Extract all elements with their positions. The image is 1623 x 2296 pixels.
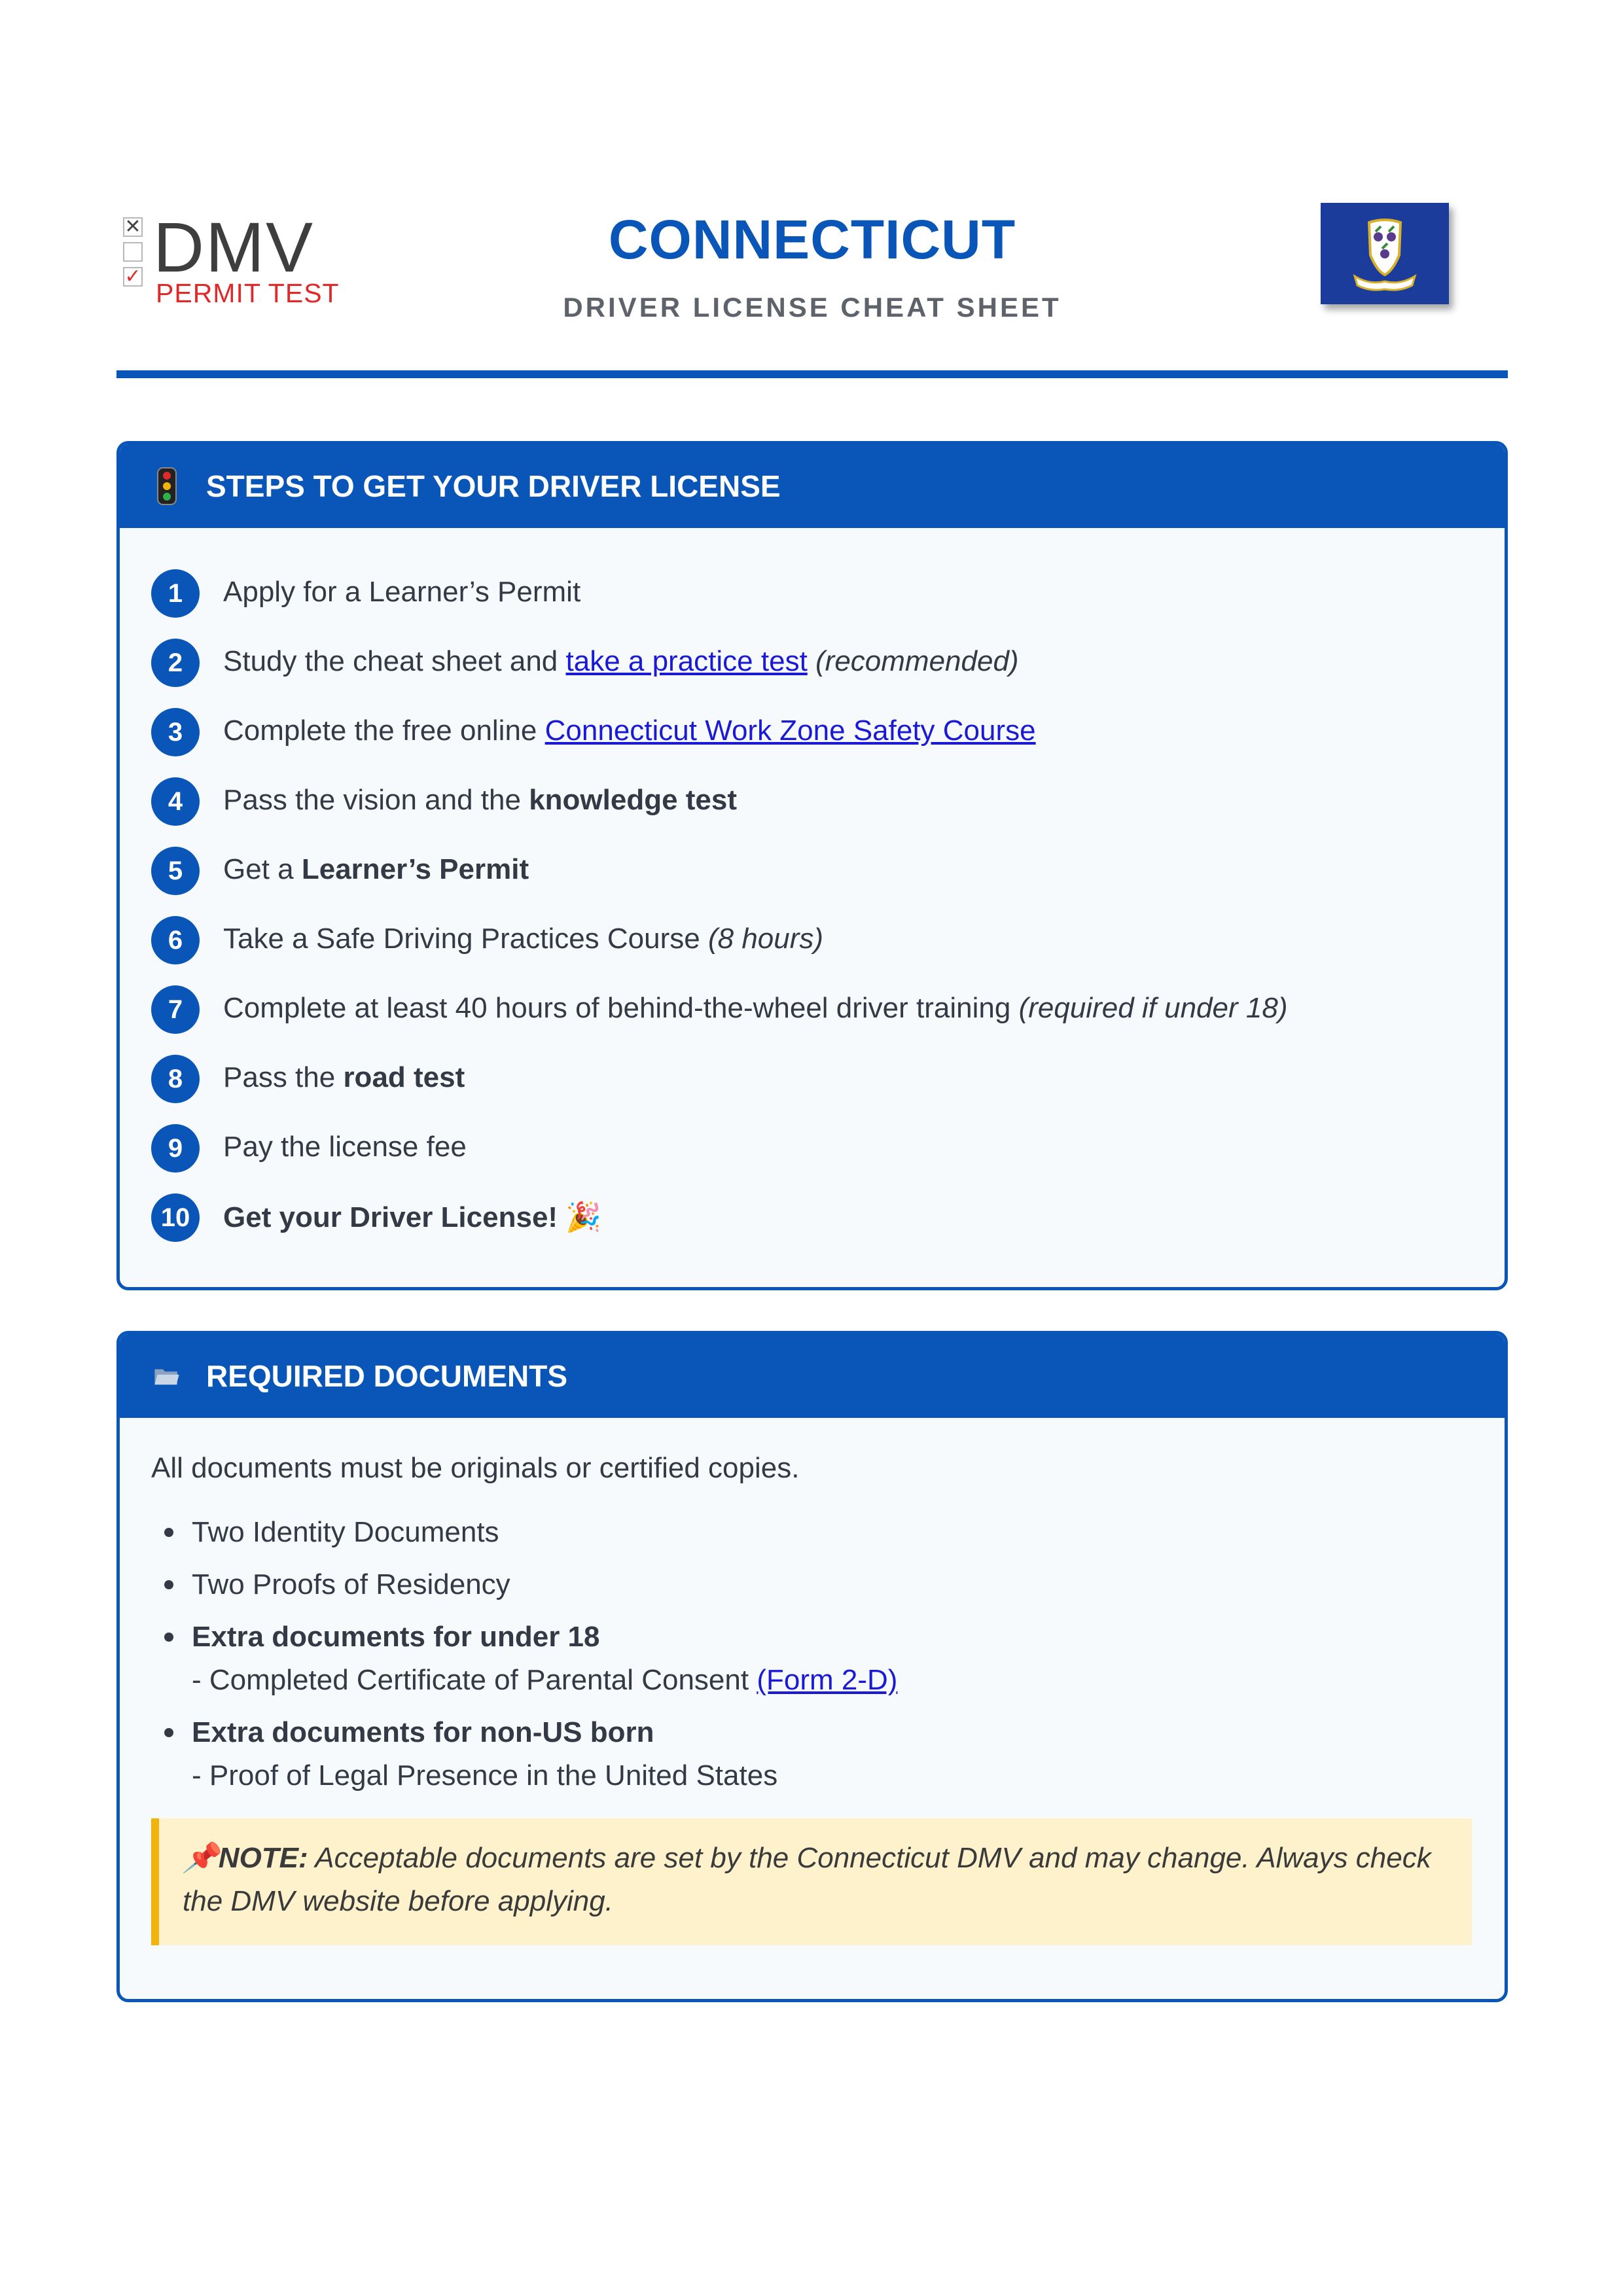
step-text xyxy=(223,1200,601,1234)
document-label: Extra documents for under 18 xyxy=(192,1621,600,1653)
document-item xyxy=(151,1511,897,1554)
step-note: (recommended) xyxy=(807,645,1019,677)
step-text xyxy=(223,645,1019,678)
step-number: 4 xyxy=(151,777,200,826)
document-label: Extra documents for non-US born xyxy=(192,1716,654,1748)
steps-card-title: STEPS TO GET YOUR DRIVER LICENSE xyxy=(206,469,781,503)
documents-card-title: REQUIRED DOCUMENTS xyxy=(206,1359,568,1393)
step-label: Pass the xyxy=(223,1061,344,1093)
document-label: Two Proofs of Residency xyxy=(192,1568,510,1600)
step-number: 10 xyxy=(151,1193,200,1242)
pushpin-icon: 📌 xyxy=(183,1842,219,1874)
documents-card-header xyxy=(120,1334,1505,1418)
steps-card-header xyxy=(120,444,1505,528)
work-zone-course-link[interactable]: Connecticut Work Zone Safety Course xyxy=(544,715,1036,747)
step-label: Get a xyxy=(223,853,302,885)
step-text xyxy=(223,1061,465,1094)
step-emphasis: knowledge test xyxy=(529,784,738,816)
document-subitem-text: - Proof of Legal Presence in the United States xyxy=(192,1759,778,1792)
step-text xyxy=(223,923,823,955)
step-number: 9 xyxy=(151,1124,200,1173)
step-label: Apply for a Learner’s Permit xyxy=(223,576,581,608)
document-subitem xyxy=(192,1754,897,1797)
step-text xyxy=(223,1131,467,1163)
bullet-icon xyxy=(164,1528,173,1537)
connecticut-flag-icon xyxy=(1321,203,1449,304)
document-item xyxy=(151,1616,897,1702)
note-label: NOTE: xyxy=(218,1842,308,1874)
practice-test-link[interactable]: take a practice test xyxy=(565,645,808,677)
step-text xyxy=(223,784,737,817)
document-item xyxy=(151,1563,897,1606)
step-number: 2 xyxy=(151,639,200,687)
document-subitem-text: - Completed Certificate of Parental Consent xyxy=(192,1664,757,1696)
step-label: Study the cheat sheet and xyxy=(223,645,566,677)
step-number: 7 xyxy=(151,985,200,1034)
step-number: 5 xyxy=(151,847,200,895)
form-2d-link[interactable]: (Form 2-D) xyxy=(757,1664,898,1696)
steps-card xyxy=(116,441,1508,1290)
step-number: 1 xyxy=(151,569,200,618)
page-subtitle: DRIVER LICENSE CHEAT SHEET xyxy=(563,292,1061,323)
document-label: Two Identity Documents xyxy=(192,1516,499,1548)
step-label: Take a Safe Driving Practices Course xyxy=(223,923,708,955)
step-note: (required if under 18) xyxy=(1018,992,1288,1024)
logo-tagline: PERMIT TEST xyxy=(156,278,340,308)
logo-x-box: ✕ xyxy=(123,217,143,237)
logo-check-box: ✓ xyxy=(123,267,143,287)
documents-intro: All documents must be originals or certified copies. xyxy=(151,1452,800,1484)
step-label: Pay the license fee xyxy=(223,1131,467,1163)
note-text: Acceptable documents are set by the Connecticut DMV and may change. Always check the DMV website before applying. xyxy=(183,1842,1431,1917)
step-emphasis: Learner’s Permit xyxy=(301,853,529,885)
bullet-icon xyxy=(164,1728,173,1737)
step-emphasis: Get your Driver License! xyxy=(223,1201,558,1233)
step-text xyxy=(223,576,580,609)
flag-shield-graphic xyxy=(1321,203,1449,304)
documents-card xyxy=(116,1331,1508,2002)
step-number: 8 xyxy=(151,1055,200,1103)
step-text xyxy=(223,715,1036,747)
step-number: 3 xyxy=(151,708,200,756)
step-label: Pass the vision and the xyxy=(223,784,529,816)
documents-note xyxy=(151,1818,1472,1945)
step-number: 6 xyxy=(151,916,200,964)
step-label: Complete at least 40 hours of behind-the-wheel driver training xyxy=(223,992,1019,1024)
bullet-icon xyxy=(164,1580,173,1589)
step-note: (8 hours) xyxy=(707,923,824,955)
step-text xyxy=(223,992,1287,1025)
document-subitem xyxy=(192,1659,897,1702)
page-header xyxy=(116,196,1508,380)
folder-icon xyxy=(154,1357,180,1395)
logo-brand: DMV xyxy=(153,207,314,287)
document-item xyxy=(151,1711,897,1797)
step-emphasis: road test xyxy=(343,1061,465,1093)
bullet-icon xyxy=(164,1633,173,1642)
step-text xyxy=(223,853,529,886)
page-title: CONNECTICUT xyxy=(608,209,1016,270)
header-divider xyxy=(116,370,1508,378)
traffic-light-icon xyxy=(154,467,180,505)
documents-list xyxy=(151,1511,897,1807)
party-popper-icon: 🎉 xyxy=(565,1201,602,1233)
step-label: Complete the free online xyxy=(223,715,545,747)
